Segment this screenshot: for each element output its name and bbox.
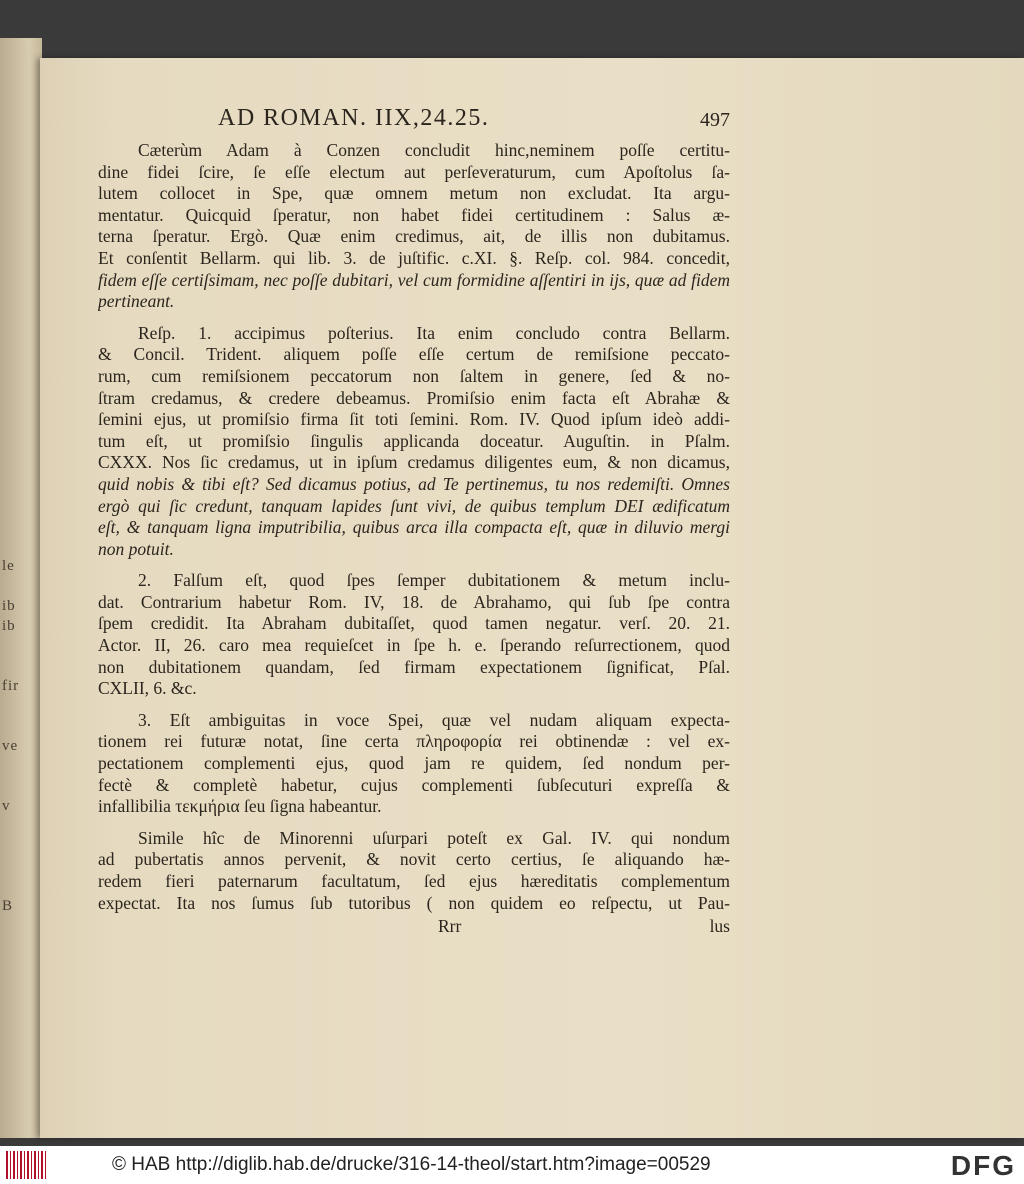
text-line: Cæterùm Adam à Conzen concludit hinc,neminem poſſe certitu-: [138, 140, 730, 160]
text-line: Reſp. 1. accipimus poſterius. Ita enim concludo contra Bellarm.: [138, 322, 730, 343]
barcode-icon: [6, 1151, 46, 1179]
text-line: 3. Eſt ambiguitas in voce Spei, quæ vel nudam aliquam expecta-: [138, 709, 730, 730]
text-line: dat. Contrarium habetur Rom. IV, 18. de Abrahamo, qui ſub ſpe contra: [98, 591, 730, 612]
copyright-link[interactable]: © HAB http://diglib.hab.de/drucke/316-14-theol/start.htm?image=00529: [112, 1154, 711, 1175]
text-line: ergò qui ſic credunt, tanquam lapides ſunt vivi, de quibus templum DEI ædificatum: [98, 495, 730, 516]
text-line: eſt, & tanquam ligna imputribilia, quibus arca illa compacta eſt, quæ in diluvio mergi: [98, 517, 730, 538]
text-line: Simile hîc de Minorenni uſurpari poteſt ex Gal. IV. qui nondum: [138, 827, 730, 848]
text-line: quid nobis & tibi eſt? Sed dicamus potius, ad Te pertinemus, tu nos redemiſti. Omnes: [98, 473, 730, 494]
text-line: mentatur. Quicquid ſperatur, non habet fidei certitudinem : Salus æ-: [98, 204, 730, 225]
text-lines: [98, 140, 730, 914]
text-line: ſemini ejus, ut promiſsio firma ſit toti ſemini. Rom. IV. Quod ipſum ideò addi-: [98, 409, 730, 430]
text-line: Actor. II, 26. caro mea requieſcet in ſpe h. e. ſperando reſurrectionem, quod: [98, 635, 730, 656]
book-page: [40, 58, 1024, 1138]
previous-page-fragment: le: [2, 558, 15, 574]
running-title: AD ROMAN. IIX,24.25.: [218, 105, 490, 131]
text-line: tionem rei futuræ notat, ſine certa πληροφορία rei obtinendæ : vel ex-: [98, 731, 730, 752]
text-line: infallibilia τεκμήρια ſeu ſigna habeantur.: [98, 796, 382, 817]
text-line: expectat. Ita nos ſumus ſub tutoribus ( non quidem eo reſpectu, ut Pau-: [98, 892, 730, 913]
text-line: tum eſt, ut promiſsio ſingulis applicanda doceatur. Auguſtin. in Pſalm.: [98, 430, 730, 451]
page-number: 497: [700, 109, 730, 131]
text-line: terna ſperatur. Ergò. Quæ enim credimus, ait, de illis non dubitamus.: [98, 226, 730, 247]
previous-page-fragment: ib: [2, 618, 16, 634]
previous-page-fragment: fir: [2, 678, 20, 694]
text-line: pertineant.: [98, 291, 175, 312]
text-line: ſpem credidit. Ita Abraham dubitaſſet, quod tamen negatur. verſ. 20. 21.: [98, 613, 730, 634]
text-line: non dubitationem quandam, ſed firmam expectationem ſignificat, Pſal.: [98, 656, 730, 677]
previous-page-fragment: B: [2, 898, 14, 914]
previous-page-edge: [0, 38, 42, 1138]
text-line: ſtram credamus, & credere debeamus. Promiſsio enim facta eſt Abrahæ &: [98, 387, 730, 408]
text-line: pectationem complementi ejus, quod jam re quidem, ſed nondum per-: [98, 753, 730, 774]
text-line: ad pubertatis annos pervenit, & novit certo certius, ſe aliquando hæ-: [98, 849, 730, 870]
viewer-footer: [0, 1146, 1024, 1184]
text-line: CXXX. Nos ſic credamus, ut in ipſum credamus diligentes eum, & non dicamus,: [98, 452, 730, 473]
text-line: Et conſentit Bellarm. qui lib. 3. de juſtific. c.XI. §. Reſp. col. 984. concedit,: [98, 247, 730, 268]
text-line: lutem collocet in Spe, quæ omnem metum non excludat. Ita argu-: [98, 183, 730, 204]
page-text: [98, 105, 730, 940]
catchword: lus: [709, 916, 730, 937]
text-line: 2. Falſum eſt, quod ſpes ſemper dubitationem & metum inclu-: [138, 570, 730, 591]
text-line: & Concil. Trident. aliquem poſſe eſſe certum de remiſsione peccato-: [98, 344, 730, 365]
text-line: non potuit.: [98, 538, 174, 559]
text-line: CXLII, 6. &c.: [98, 678, 197, 699]
text-line: redem fieri paternarum facultatum, ſed ejus hæreditatis complementum: [98, 871, 730, 891]
dfg-logo: DFG: [950, 1150, 1016, 1181]
text-line: dine fidei ſcire, ſe eſſe electum aut perſeveraturum, cum Apoſtolus ſa-: [98, 161, 730, 182]
text-line: fidem eſſe certiſsimam, nec poſſe dubitari, vel cum formidine aſſentiri in ijs, quæ ad fidem: [98, 269, 730, 290]
running-head: [98, 105, 730, 140]
previous-page-fragment: v: [2, 798, 11, 814]
page-footer: [98, 916, 730, 940]
text-line: fectè & completè habetur, cujus complementi ſubſecuturi expreſſa &: [98, 774, 730, 795]
previous-page-fragment: ib: [2, 598, 16, 614]
previous-page-fragment: ve: [2, 738, 19, 754]
signature-mark: Rrr: [438, 916, 462, 937]
text-line: rum, cum remiſsionem peccatorum non ſaltem in genere, ſed & no-: [98, 365, 730, 386]
